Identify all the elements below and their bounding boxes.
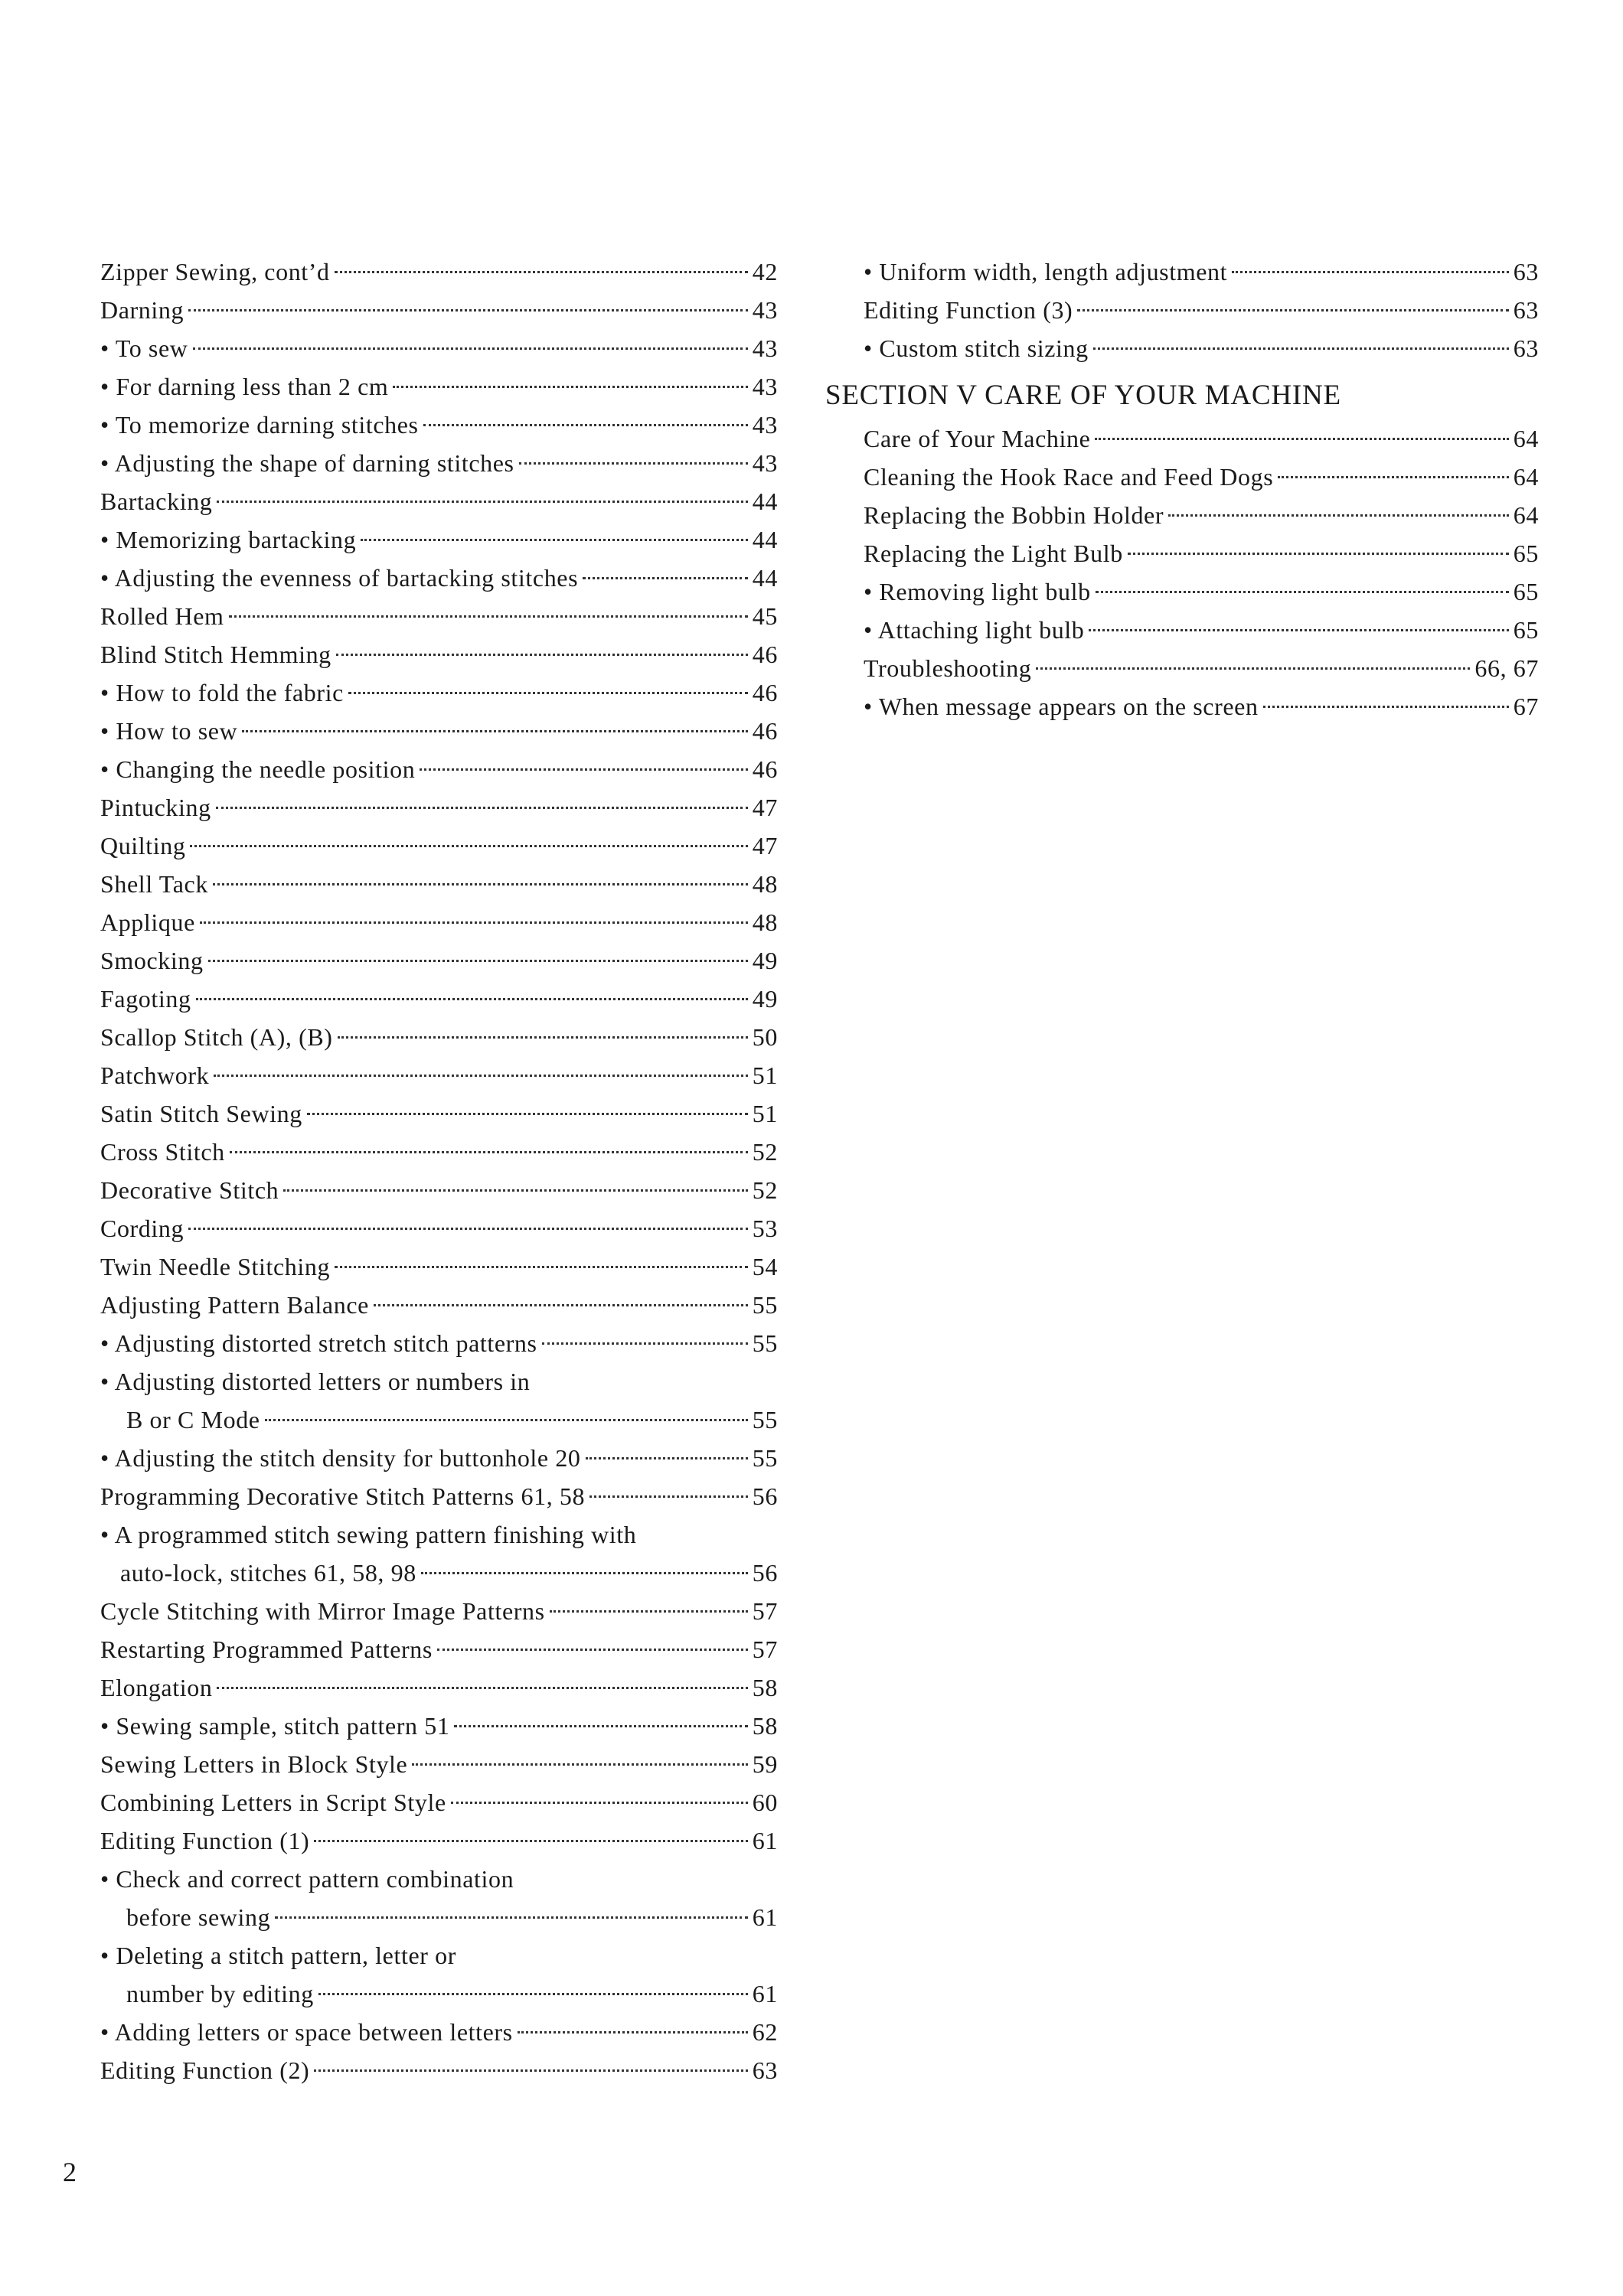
dot-leader [374,1304,748,1306]
toc-entry-label: Editing Function (2) [100,2056,310,2084]
toc-entry-page: 66, 67 [1474,654,1539,682]
toc-entry-label: • Custom stitch sizing [864,334,1089,362]
dot-leader [420,768,747,771]
toc-entry-page: 57 [752,1636,778,1663]
dot-leader [393,386,747,388]
toc-entry-label: Satin Stitch Sewing [100,1100,302,1127]
toc-entry [825,534,1539,572]
toc-entry [100,1592,778,1630]
toc-entry [100,1975,778,2013]
toc-entry-label: • Check and correct pattern combination [100,1865,514,1893]
toc-entry-label: Cross Stitch [100,1138,225,1166]
toc-entry-label: • To sew [100,334,188,362]
dot-leader [188,309,748,311]
toc-entry [100,2051,778,2089]
toc-entry-page: 55 [752,1329,778,1357]
toc-entry [100,1324,778,1362]
dot-leader [230,1151,748,1153]
toc-entry-page: 48 [752,908,778,936]
toc-entry-page: 47 [752,794,778,821]
dot-leader [421,1572,748,1574]
dot-leader [361,539,748,541]
dot-leader [1089,629,1508,631]
toc-entry-page: 65 [1513,616,1539,644]
toc-entry-label: Fagoting [100,985,191,1013]
dot-leader [348,692,748,694]
dot-leader [336,654,748,656]
toc-entry-label: Cycle Stitching with Mirror Image Patterns [100,1597,545,1625]
toc-entry-page: 61 [752,1827,778,1854]
toc-entry-page: 44 [752,488,778,515]
dot-leader [519,462,748,465]
dot-leader [589,1495,748,1498]
toc-entry [100,1209,778,1247]
toc-entry-page: 55 [752,1291,778,1319]
dot-leader [518,2031,748,2033]
toc-entry [100,750,778,788]
dot-leader [1095,438,1508,440]
toc-entry-label: Care of Your Machine [864,425,1091,452]
toc-entry-label: Combining Letters in Script Style [100,1789,446,1816]
toc-right-top [825,253,1539,367]
dot-leader [423,424,748,426]
toc-entry-label: • Adjusting the evenness of bartacking stitches [100,564,579,592]
toc-entry [100,673,778,712]
toc-entry [100,597,778,635]
toc-entry-page: 45 [752,602,778,630]
toc-entry-label: • Changing the needle position [100,755,416,783]
toc-entry-page: 46 [752,679,778,706]
toc-entry-label: Rolled Hem [100,602,224,630]
toc-entry-label: Elongation [100,1674,213,1701]
toc-entry-label: • A programmed stitch sewing pattern finishing with [100,1521,637,1548]
toc-entry-label: Patchwork [100,1062,210,1089]
toc-entry-label: auto-lock, stitches 61, 58, 98 [120,1559,416,1587]
toc-entry-page: 61 [752,1980,778,2007]
dot-leader [314,1840,747,1842]
dot-leader [217,501,747,503]
toc-entry-label: Twin Needle Stitching [100,1253,331,1280]
toc-entry-label: Zipper Sewing, cont’d [100,258,330,285]
dot-leader [586,1457,748,1459]
toc-entry-page: 52 [752,1176,778,1204]
toc-entry-label: • Deleting a stitch pattern, letter or [100,1942,456,1969]
toc-entry-page: 56 [752,1482,778,1510]
toc-entry-label: Applique [100,908,195,936]
dot-leader [214,1075,748,1077]
toc-entry-label: Bartacking [100,488,213,515]
toc-entry-page: 62 [752,2018,778,2046]
toc-entry-label: • How to fold the fabric [100,679,344,706]
toc-entry-label: Restarting Programmed Patterns [100,1636,433,1663]
toc-entry [825,419,1539,458]
toc-entry [100,1783,778,1821]
toc-entry [100,941,778,980]
toc-entry-page: 55 [752,1444,778,1472]
dot-leader [208,960,748,962]
toc-entry [100,367,778,406]
toc-entry-page: 43 [752,373,778,400]
toc-entry [100,291,778,329]
toc-entry-page: 57 [752,1597,778,1625]
toc-entry-label: Cording [100,1215,185,1242]
toc-entry-label: • Removing light bulb [864,578,1091,605]
dot-leader [1036,667,1470,670]
dot-leader [318,1993,748,1995]
toc-entry-label: Programming Decorative Stitch Patterns 61, 58 [100,1482,586,1510]
toc-entry-label: Troubleshooting [864,654,1032,682]
toc-entry-label: Adjusting Pattern Balance [100,1291,369,1319]
toc-entry-page: 53 [752,1215,778,1242]
toc-entry-page: 58 [752,1712,778,1740]
toc-entry-page: 42 [752,258,778,285]
toc-entry-page: 63 [1513,334,1539,362]
dot-leader [583,577,748,579]
toc-entry-page: 51 [752,1100,778,1127]
toc-entry [825,496,1539,534]
toc-entry-label: Quilting [100,832,186,859]
toc-entry [100,712,778,750]
toc-entry [100,1745,778,1783]
toc-entry [100,788,778,827]
dot-leader [229,615,748,618]
toc-entry-label: • Adding letters or space between letters [100,2018,513,2046]
toc-entry-page: 67 [1513,693,1539,720]
dot-leader [335,1266,748,1268]
toc-entry [825,687,1539,726]
toc-entry-page: 46 [752,755,778,783]
dot-leader [1263,706,1509,708]
toc-entry [100,635,778,673]
toc-entry [100,1898,778,1936]
dot-leader [242,730,748,732]
toc-entry-page: 43 [752,296,778,324]
toc-entry-page: 60 [752,1789,778,1816]
toc-entry [100,329,778,367]
dot-leader [193,347,748,350]
toc-entry [100,1171,778,1209]
toc-entry-label: • Adjusting distorted letters or numbers in [100,1368,531,1395]
toc-entry-page: 65 [1513,578,1539,605]
toc-entry [100,520,778,559]
toc-entry [100,1860,778,1898]
toc-entry [100,1936,778,1975]
toc-entry-label: Darning [100,296,185,324]
toc-entry-label: • Adjusting distorted stretch stitch patterns [100,1329,537,1357]
toc-entry [100,903,778,941]
toc-entry-label: • Uniform width, length adjustment [864,258,1228,285]
toc-entry-page: 43 [752,449,778,477]
toc-entry-page: 54 [752,1253,778,1280]
toc-right-column [825,253,1539,726]
toc-entry [100,1401,778,1439]
toc-entry [100,1247,778,1286]
section-heading: SECTION V CARE OF YOUR MACHINE [825,380,1341,411]
toc-entry-label: Cleaning the Hook Race and Feed Dogs [864,463,1274,491]
toc-entry [100,1630,778,1668]
dot-leader [550,1610,748,1613]
dot-leader [451,1802,748,1804]
dot-leader [1168,514,1509,517]
toc-entry [100,1286,778,1324]
dot-leader [1096,591,1509,593]
dot-leader [335,271,748,273]
dot-leader [283,1189,748,1192]
dot-leader [437,1649,748,1651]
toc-entry-page: 58 [752,1674,778,1701]
toc-entry-page: 46 [752,717,778,745]
dot-leader [314,2069,747,2072]
toc-entry-page: 47 [752,832,778,859]
toc-entry-page: 64 [1513,501,1539,529]
toc-entry-label: • Adjusting the stitch density for buttonhole 20 [100,1444,581,1472]
dot-leader [275,1916,748,1919]
dot-leader [265,1419,748,1421]
toc-entry [100,1821,778,1860]
toc-entry-page: 64 [1513,463,1539,491]
toc-entry [100,1362,778,1401]
dot-leader [196,998,748,1000]
dot-leader [217,1687,747,1689]
toc-entry [100,827,778,865]
toc-entry-label: B or C Mode [126,1406,260,1433]
toc-entry-page: 51 [752,1062,778,1089]
toc-entry-page: 44 [752,564,778,592]
toc-entry-label: • For darning less than 2 cm [100,373,389,400]
toc-entry-label: before sewing [126,1903,271,1931]
toc-entry-label: • When message appears on the screen [864,693,1259,720]
toc-entry [825,572,1539,611]
toc-entry [100,1056,778,1094]
toc-entry-label: Editing Function (3) [864,296,1073,324]
dot-leader [412,1763,747,1766]
toc-entry-label: • Memorizing bartacking [100,526,357,553]
toc-entry [100,1515,778,1554]
dot-leader [454,1725,747,1727]
dot-leader [1232,271,1509,273]
toc-entry [825,329,1539,367]
toc-entry [825,649,1539,687]
toc-entry [100,482,778,520]
toc-entry-label: • How to sew [100,717,238,745]
toc-entry-label: number by editing [126,1980,314,2007]
toc-entry [100,1477,778,1515]
toc-entry-label: Editing Function (1) [100,1827,310,1854]
toc-entry-page: 56 [752,1559,778,1587]
toc-entry-label: Replacing the Light Bulb [864,540,1123,567]
toc-left-column [100,253,778,2089]
toc-entry [100,1133,778,1171]
toc-entry-page: 65 [1513,540,1539,567]
dot-leader [542,1342,748,1345]
toc-entry-page: 50 [752,1023,778,1051]
toc-entry-page: 43 [752,411,778,439]
toc-entry [100,444,778,482]
toc-entry [100,2013,778,2051]
toc-entry-label: • Attaching light bulb [864,616,1085,644]
toc-entry [100,559,778,597]
dot-leader [200,921,748,924]
toc-entry-page: 55 [752,1406,778,1433]
toc-entry [100,1554,778,1592]
toc-entry-label: • Adjusting the shape of darning stitches [100,449,514,477]
toc-entry [100,865,778,903]
toc-entry-page: 59 [752,1750,778,1778]
dot-leader [1128,553,1509,555]
dot-leader [1278,476,1509,478]
dot-leader [338,1036,748,1039]
toc-entry-page: 49 [752,985,778,1013]
toc-entry-page: 63 [1513,258,1539,285]
toc-entry [100,1018,778,1056]
toc-entry-page: 63 [752,2056,778,2084]
toc-entry-page: 64 [1513,425,1539,452]
toc-entry-label: Smocking [100,947,204,974]
toc-entry [100,1439,778,1477]
toc-entry [825,611,1539,649]
toc-entry-page: 43 [752,334,778,362]
toc-entry [825,253,1539,291]
toc-entry-label: Decorative Stitch [100,1176,279,1204]
toc-entry-page: 52 [752,1138,778,1166]
dot-leader [188,1228,748,1230]
toc-entry [825,458,1539,496]
toc-right-bottom [825,419,1539,726]
toc-entry-label: Scallop Stitch (A), (B) [100,1023,333,1051]
dot-leader [216,807,748,809]
toc-entry-label: • To memorize darning stitches [100,411,419,439]
toc-entry [100,1707,778,1745]
toc-entry-page: 46 [752,641,778,668]
toc-entry-label: Pintucking [100,794,211,821]
toc-entry-page: 63 [1513,296,1539,324]
toc-entry-page: 61 [752,1903,778,1931]
toc-entry [100,1094,778,1133]
dot-leader [190,845,747,847]
toc-entry [100,1668,778,1707]
dot-leader [213,883,748,885]
toc-entry-page: 48 [752,870,778,898]
toc-entry-label: Blind Stitch Hemming [100,641,331,668]
toc-entry [100,406,778,444]
toc-entry-label: Shell Tack [100,870,208,898]
dot-leader [307,1113,748,1115]
dot-leader [1093,347,1509,350]
toc-entry-label: Sewing Letters in Block Style [100,1750,408,1778]
dot-leader [1077,309,1508,311]
toc-entry-page: 44 [752,526,778,553]
toc-entry [100,253,778,291]
toc-entry [100,980,778,1018]
toc-entry-label: Replacing the Bobbin Holder [864,501,1164,529]
toc-entry [825,291,1539,329]
toc-entry-page: 49 [752,947,778,974]
page-number: 2 [63,2157,77,2187]
toc-entry-label: • Sewing sample, stitch pattern 51 [100,1712,450,1740]
